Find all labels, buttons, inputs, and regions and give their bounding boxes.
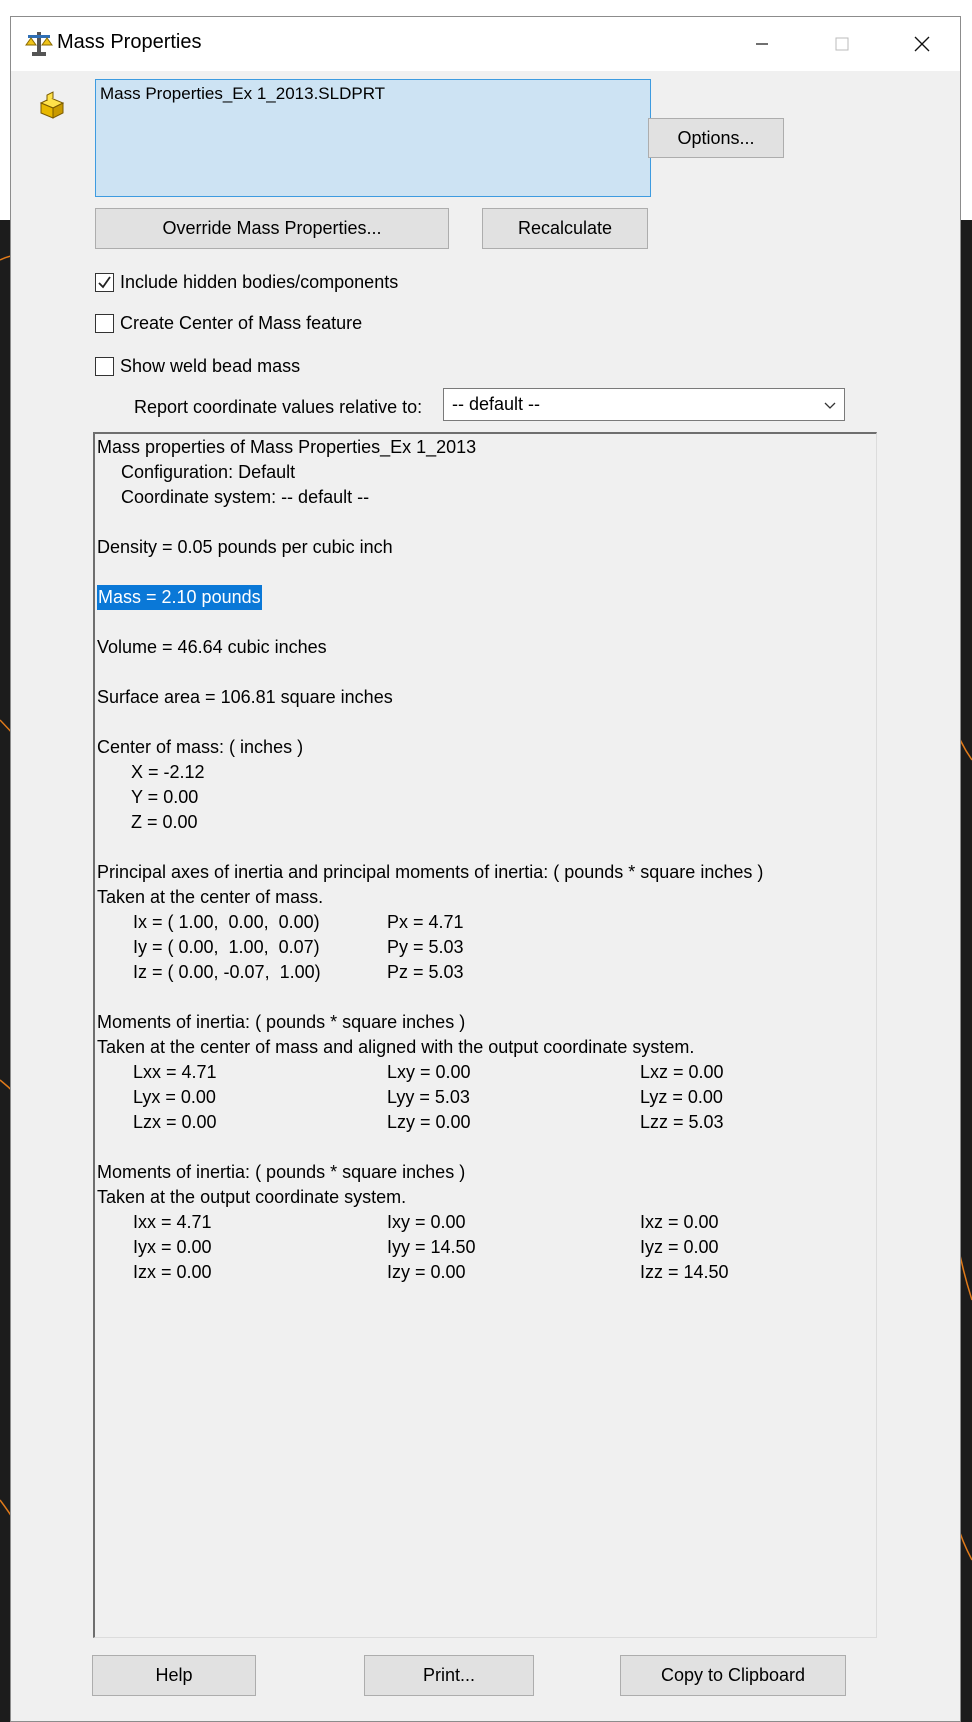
moment-lyz: Lyz = 0.00 (640, 1087, 723, 1107)
options-button[interactable]: Options... (648, 118, 784, 158)
principal-axis-iy: Iy = ( 0.00, 1.00, 0.07) (133, 937, 320, 957)
weld-bead-checkbox[interactable] (95, 357, 114, 376)
minimize-button[interactable] (722, 17, 802, 71)
include-hidden-checkbox-row[interactable] (95, 272, 398, 293)
principal-moment-pz: Pz = 5.03 (387, 962, 464, 982)
principal-axes-subtitle: Taken at the center of mass. (97, 887, 324, 907)
center-of-mass-z: Z = 0.00 (131, 812, 198, 832)
weld-bead-label: Show weld bead mass (120, 356, 301, 376)
moment-lyy: Lyy = 5.03 (387, 1087, 470, 1107)
moment-izz: Izz = 14.50 (640, 1262, 729, 1282)
results-configuration: Configuration: Default (121, 462, 296, 482)
moment-ixy: Ixy = 0.00 (387, 1212, 466, 1232)
moment-iyx: Iyx = 0.00 (133, 1237, 212, 1257)
moments-output-subtitle: Taken at the output coordinate system. (97, 1187, 407, 1207)
principal-axis-ix: Ix = ( 1.00, 0.00, 0.00) (133, 912, 320, 932)
close-button[interactable] (882, 17, 962, 71)
results-surface-area: Surface area = 106.81 square inches (97, 687, 393, 707)
mass-properties-dialog (10, 16, 961, 1722)
principal-axis-iz: Iz = ( 0.00, -0.07, 1.00) (133, 962, 321, 982)
chevron-down-icon (822, 397, 838, 413)
recalculate-button[interactable]: Recalculate (482, 208, 648, 249)
coordinate-system-value: -- default -- (452, 394, 541, 414)
moment-iyz: Iyz = 0.00 (640, 1237, 719, 1257)
results-header: Mass properties of Mass Properties_Ex 1_2013 (97, 437, 477, 457)
copy-to-clipboard-button[interactable]: Copy to Clipboard (620, 1655, 846, 1696)
center-of-mass-title: Center of mass: ( inches ) (97, 737, 304, 757)
moment-lyx: Lyx = 0.00 (133, 1087, 216, 1107)
principal-moment-py: Py = 5.03 (387, 937, 464, 957)
report-coordinate-label: Report coordinate values relative to: (134, 397, 423, 417)
results-density: Density = 0.05 pounds per cubic inch (97, 537, 393, 557)
checkmark-icon (97, 275, 112, 290)
minimize-icon (755, 37, 769, 51)
moment-lxx: Lxx = 4.71 (133, 1062, 217, 1082)
moment-lzy: Lzy = 0.00 (387, 1112, 471, 1132)
principal-moment-px: Px = 4.71 (387, 912, 464, 932)
part-icon (37, 91, 67, 121)
results-mass: Mass = 2.10 pounds (97, 585, 262, 610)
maximize-icon (835, 37, 849, 51)
moment-lxz: Lxz = 0.00 (640, 1062, 724, 1082)
window-title: Mass Properties (57, 31, 202, 53)
moment-izy: Izy = 0.00 (387, 1262, 466, 1282)
override-mass-properties-button[interactable]: Override Mass Properties... (95, 208, 449, 249)
coordinate-system-dropdown[interactable] (443, 388, 845, 421)
moment-iyy: Iyy = 14.50 (387, 1237, 476, 1257)
results-volume: Volume = 46.64 cubic inches (97, 637, 327, 657)
results-text-area[interactable] (93, 432, 877, 1638)
create-com-checkbox-row[interactable] (95, 313, 362, 334)
center-of-mass-x: X = -2.12 (131, 762, 205, 782)
principal-axes-title: Principal axes of inertia and principal moments of inertia: ( pounds * square inches ) (97, 862, 764, 882)
center-of-mass-y: Y = 0.00 (131, 787, 199, 807)
moment-lzz: Lzz = 5.03 (640, 1112, 724, 1132)
moment-ixz: Ixz = 0.00 (640, 1212, 719, 1232)
moment-izx: Izx = 0.00 (133, 1262, 212, 1282)
moment-lzx: Lzx = 0.00 (133, 1112, 217, 1132)
create-com-checkbox[interactable] (95, 314, 114, 333)
moments-center-subtitle: Taken at the center of mass and aligned with the output coordinate system. (97, 1037, 695, 1057)
moment-ixx: Ixx = 4.71 (133, 1212, 212, 1232)
close-icon (914, 36, 930, 52)
results-coordinate-system: Coordinate system: -- default -- (121, 487, 370, 507)
create-com-label: Create Center of Mass feature (120, 313, 363, 333)
moments-center-title: Moments of inertia: ( pounds * square inches ) (97, 1012, 466, 1032)
balance-scale-icon (24, 28, 54, 58)
selected-items-list[interactable] (95, 79, 651, 197)
include-hidden-checkbox[interactable] (95, 273, 114, 292)
help-button[interactable]: Help (92, 1655, 256, 1696)
include-hidden-label: Include hidden bodies/components (120, 272, 399, 292)
print-button[interactable]: Print... (364, 1655, 534, 1696)
moment-lxy: Lxy = 0.00 (387, 1062, 471, 1082)
weld-bead-checkbox-row[interactable] (95, 356, 300, 377)
maximize-button[interactable] (802, 17, 882, 71)
moments-output-title: Moments of inertia: ( pounds * square inches ) (97, 1162, 466, 1182)
selected-item[interactable]: Mass Properties_Ex 1_2013.SLDPRT (100, 84, 386, 103)
title-bar (11, 17, 960, 71)
